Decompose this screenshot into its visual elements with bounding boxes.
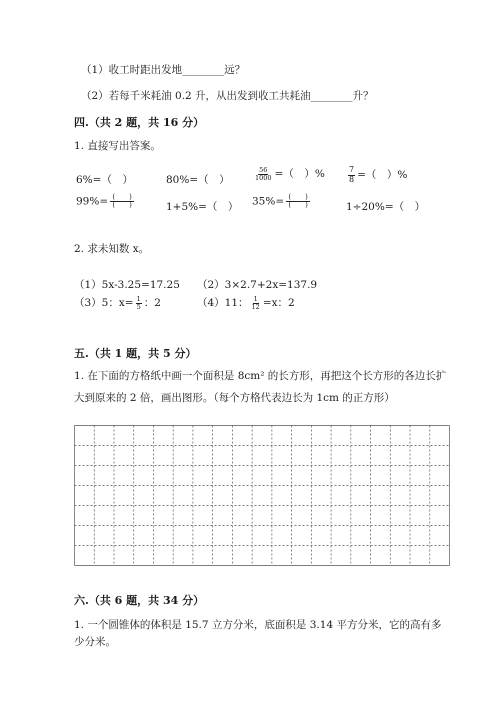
problem-4-2-title: 2. 求未知数 x。 (74, 243, 150, 255)
fraction-1-12: $\frac{1}{12}$ (251, 294, 260, 311)
calc-6-percent: 6%=（ ） (76, 174, 133, 186)
problem-5-1-line2: 大到原来的 2 倍，画出图形。（每个方格代表边长为 1cm 的正方形） (74, 392, 395, 404)
question-3-1: （1）收工时距出发地________远？ (81, 64, 246, 76)
equation-2: （2）3×2.7+2x=137.9 (197, 279, 318, 291)
equation-3: （3）5：x= $\frac{1}{5}$ ：2 (74, 294, 161, 311)
problem-4-1-title: 1. 直接写出答案。 (74, 140, 161, 152)
calc-80-percent: 80%=（ ） (166, 174, 230, 186)
section-6-heading: 六.（共 6 题，共 34 分） (74, 594, 205, 607)
fraction-blank-35: $\frac{( )}{( )}$ (286, 194, 310, 209)
fraction-56-1000: $\frac{56}{1000}$ (255, 165, 272, 182)
section-4-heading: 四.（共 2 题，共 16 分） (74, 116, 205, 129)
equation-4: （4）11： $\frac{1}{12}$ =x：2 (197, 294, 295, 311)
calc-35-percent: 35%= $\frac{( )}{( )}$ (252, 194, 312, 209)
calc-56-over-1000: $\frac{56}{1000}$ =（ ）% (255, 165, 325, 182)
fraction-7-8: $\frac{7}{8}$ (349, 165, 355, 184)
calc-7-over-8: $\frac{7}{8}$ =（ ）% (349, 165, 408, 184)
fraction-blank-99: $\frac{( )}{( )}$ (110, 194, 134, 209)
fraction-1-5: $\frac{1}{5}$ (136, 294, 141, 311)
question-3-2: （2）若每千米耗油 0.2 升，从出发到收工共耗油________升？ (81, 90, 374, 102)
problem-5-1-line1: 1. 在下面的方格纸中画一个面积是 8cm² 的长方形，再把这个长方形的各边长扩 (74, 370, 447, 382)
problem-6-1-line2: 少分米。 (74, 636, 116, 648)
graph-paper-grid[interactable] (74, 425, 450, 566)
calc-99-percent: 99%= $\frac{( )}{( )}$ (76, 194, 136, 209)
section-5-heading: 五.（共 1 题，共 5 分） (74, 347, 197, 360)
calc-1-div-20-percent: 1÷20%=（ ） (346, 201, 426, 213)
calc-1-plus-5-percent: 1+5%=（ ） (166, 201, 239, 213)
equation-1: （1）5x-3.25=17.25 (74, 279, 180, 291)
problem-6-1-line1: 1. 一个圆锥体的体积是 15.7 立方分米，底面积是 3.14 平方分米，它的高有多 (74, 619, 442, 631)
